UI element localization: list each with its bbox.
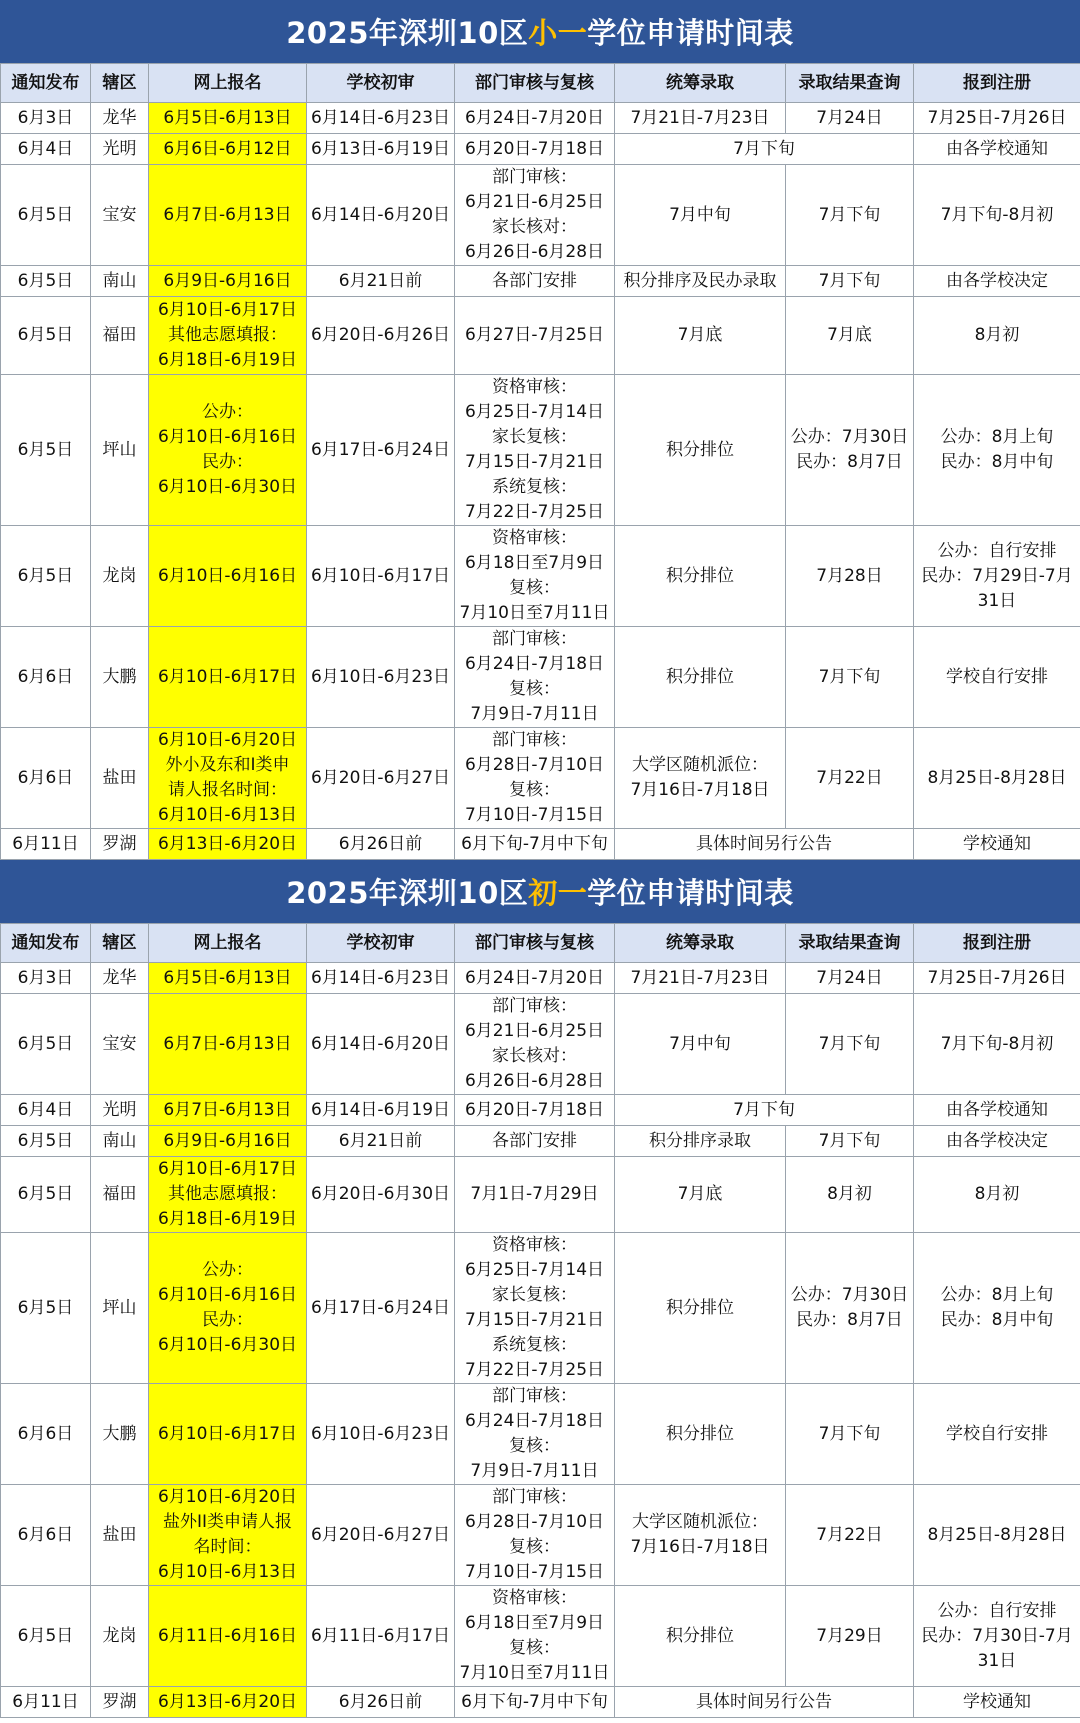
table-cell: 6月10日-6月20日 盐外II类申请人报 名时间： 6月10日-6月13日: [149, 1485, 307, 1586]
table-cell: 7月底: [615, 1157, 786, 1233]
table-cell: 7月29日: [786, 1586, 914, 1687]
table-cell: 南山: [91, 1126, 149, 1157]
table-cell: 8月初: [914, 297, 1080, 375]
col-header-registration: 报到注册: [914, 924, 1080, 963]
table-cell: 6月26日前: [307, 829, 455, 860]
table-cell: 部门审核： 6月21日-6月25日 家长核对： 6月26日-6月28日: [455, 994, 615, 1095]
table-cell: 7月中旬: [615, 994, 786, 1095]
col-header-online-signup: 网上报名: [149, 64, 307, 103]
table-cell: 6月20日-6月27日: [307, 1485, 455, 1586]
table-cell: 光明: [91, 134, 149, 165]
table-cell: 6月7日-6月13日: [149, 1095, 307, 1126]
table-cell: 由各学校决定: [914, 1126, 1080, 1157]
table-cell: 7月下旬: [786, 165, 914, 266]
table-cell: 6月14日-6月20日: [307, 165, 455, 266]
col-header-dept-review: 部门审核与复核: [455, 924, 615, 963]
table-cell: 6月6日: [1, 1485, 91, 1586]
table-cell: 7月28日: [786, 526, 914, 627]
table-cell: 6月14日-6月19日: [307, 1095, 455, 1126]
table-cell: 6月20日-7月18日: [455, 134, 615, 165]
table-cell: 7月21日-7月23日: [615, 963, 786, 994]
col-header-admission: 统筹录取: [615, 64, 786, 103]
table-row: [1, 1485, 1080, 1586]
table-cell: 南山: [91, 266, 149, 297]
col-header-notice: 通知发布: [1, 924, 91, 963]
table-cell: 资格审核： 6月25日-7月14日 家长复核： 7月15日-7月21日 系统复核： 7月22日-7月25日: [455, 375, 615, 526]
table-cell: 大鹏: [91, 1384, 149, 1485]
table-cell: 6月14日-6月20日: [307, 994, 455, 1095]
table-cell: 部门审核： 6月21日-6月25日 家长核对： 6月26日-6月28日: [455, 165, 615, 266]
table-cell: 学校自行安排: [914, 1384, 1080, 1485]
secondary-schedule-table: [0, 923, 1080, 1718]
table-cell: 部门审核： 6月28日-7月10日 复核： 7月10日-7月15日: [455, 1485, 615, 1586]
secondary-schedule-section: [0, 860, 1080, 1718]
table-cell: 7月底: [615, 297, 786, 375]
table-cell: 8月初: [914, 1157, 1080, 1233]
table-cell: 由各学校通知: [914, 134, 1080, 165]
table-cell: 6月21日前: [307, 1126, 455, 1157]
table-cell: 6月10日-6月17日 其他志愿填报： 6月18日-6月19日: [149, 297, 307, 375]
table-cell: 6月27日-7月25日: [455, 297, 615, 375]
table-cell: 6月10日-6月20日 外小及东和I类申 请人报名时间： 6月10日-6月13日: [149, 728, 307, 829]
table-cell: 6月24日-7月20日: [455, 963, 615, 994]
table-cell: 公办：8月上旬 民办：8月中旬: [914, 1233, 1080, 1384]
table-cell: 学校自行安排: [914, 627, 1080, 728]
table-cell: 各部门安排: [455, 266, 615, 297]
table-row: [1, 297, 1080, 375]
table-cell: 宝安: [91, 165, 149, 266]
table-cell: 6月4日: [1, 1095, 91, 1126]
table-cell: 7月底: [786, 297, 914, 375]
table-cell: 资格审核： 6月18日至7月9日 复核： 7月10日至7月11日: [455, 526, 615, 627]
table-row: [1, 1687, 1080, 1718]
table-cell: 6月21日前: [307, 266, 455, 297]
table-cell: 6月10日-6月17日: [149, 627, 307, 728]
table-cell: 6月10日-6月17日 其他志愿填报： 6月18日-6月19日: [149, 1157, 307, 1233]
table-row: [1, 1233, 1080, 1384]
table-cell: 6月5日: [1, 297, 91, 375]
table-cell: 积分排位: [615, 1586, 786, 1687]
table-cell: 宝安: [91, 994, 149, 1095]
table-cell: 资格审核： 6月25日-7月14日 家长复核： 7月15日-7月21日 系统复核： 7月22日-7月25日: [455, 1233, 615, 1384]
table-cell: 6月9日-6月16日: [149, 1126, 307, 1157]
table-cell: 公办：自行安排 民办：7月30日-7月 31日: [914, 1586, 1080, 1687]
table-cell: 7月24日: [786, 963, 914, 994]
col-header-result-query: 录取结果查询: [786, 64, 914, 103]
table-cell: 6月6日-6月12日: [149, 134, 307, 165]
table-cell: 6月7日-6月13日: [149, 994, 307, 1095]
col-header-dept-review: 部门审核与复核: [455, 64, 615, 103]
table-cell: 8月25日-8月28日: [914, 728, 1080, 829]
table-row: [1, 728, 1080, 829]
col-header-notice: 通知发布: [1, 64, 91, 103]
table-cell: 6月20日-6月26日: [307, 297, 455, 375]
col-header-online-signup: 网上报名: [149, 924, 307, 963]
table-cell: 6月7日-6月13日: [149, 165, 307, 266]
table-cell: 6月5日: [1, 1157, 91, 1233]
table-cell: 6月10日-6月16日: [149, 526, 307, 627]
table-row: [1, 1095, 1080, 1126]
table-cell: 由各学校决定: [914, 266, 1080, 297]
table-cell: 盐田: [91, 1485, 149, 1586]
table-cell: 大鹏: [91, 627, 149, 728]
table-cell: 光明: [91, 1095, 149, 1126]
table-cell: 公办：7月30日 民办：8月7日: [786, 375, 914, 526]
header-row: [1, 64, 1080, 103]
table-cell: 6月14日-6月23日: [307, 963, 455, 994]
table-cell: 6月10日-6月17日: [149, 1384, 307, 1485]
primary-schedule-section: [0, 0, 1080, 860]
table-cell: 7月下旬: [786, 266, 914, 297]
table-cell: 7月22日: [786, 728, 914, 829]
table-cell: 龙岗: [91, 526, 149, 627]
table-cell: 6月5日-6月13日: [149, 103, 307, 134]
table-cell: 福田: [91, 297, 149, 375]
table-cell: 7月下旬: [615, 134, 914, 165]
table-cell: 6月13日-6月19日: [307, 134, 455, 165]
col-header-school-review: 学校初审: [307, 64, 455, 103]
table-row: [1, 134, 1080, 165]
table-cell: 6月11日-6月16日: [149, 1586, 307, 1687]
col-header-district: 辖区: [91, 64, 149, 103]
col-header-result-query: 录取结果查询: [786, 924, 914, 963]
table-cell: 7月下旬: [786, 627, 914, 728]
table-cell: 7月1日-7月29日: [455, 1157, 615, 1233]
table-cell: 7月下旬: [786, 1384, 914, 1485]
table-row: [1, 994, 1080, 1095]
table-cell: 坪山: [91, 375, 149, 526]
table-cell: 6月5日: [1, 1126, 91, 1157]
col-header-district: 辖区: [91, 924, 149, 963]
table-cell: 公办： 6月10日-6月16日 民办： 6月10日-6月30日: [149, 375, 307, 526]
table-cell: 6月下旬-7月中下旬: [455, 829, 615, 860]
table-cell: 公办：8月上旬 民办：8月中旬: [914, 375, 1080, 526]
table-row: [1, 266, 1080, 297]
title-suffix: 学位申请时间表: [587, 876, 794, 910]
table-cell: 积分排位: [615, 526, 786, 627]
table-cell: 6月5日-6月13日: [149, 963, 307, 994]
title-suffix: 学位申请时间表: [587, 16, 794, 50]
table-row: [1, 829, 1080, 860]
table-cell: 6月6日: [1, 1384, 91, 1485]
title-prefix: 2025年深圳10区: [286, 16, 529, 50]
table-cell: 6月13日-6月20日: [149, 1687, 307, 1718]
table-cell: 6月10日-6月23日: [307, 1384, 455, 1485]
table-cell: 6月14日-6月23日: [307, 103, 455, 134]
table-cell: 罗湖: [91, 1687, 149, 1718]
table-cell: 积分排序录取: [615, 1126, 786, 1157]
table-cell: 6月20日-6月27日: [307, 728, 455, 829]
primary-table-title: [0, 0, 1080, 63]
title-highlight: 小一: [528, 16, 588, 50]
table-cell: 6月13日-6月20日: [149, 829, 307, 860]
col-header-school-review: 学校初审: [307, 924, 455, 963]
table-cell: 6月10日-6月17日: [307, 526, 455, 627]
table-cell: 7月中旬: [615, 165, 786, 266]
table-cell: 6月5日: [1, 994, 91, 1095]
secondary-table-title: [0, 860, 1080, 923]
table-cell: 6月17日-6月24日: [307, 1233, 455, 1384]
table-cell: 7月25日-7月26日: [914, 963, 1080, 994]
table-cell: 6月11日: [1, 1687, 91, 1718]
table-row: [1, 627, 1080, 728]
table-cell: 6月3日: [1, 963, 91, 994]
table-cell: 部门审核： 6月28日-7月10日 复核： 7月10日-7月15日: [455, 728, 615, 829]
table-cell: 7月下旬-8月初: [914, 994, 1080, 1095]
table-cell: 6月11日-6月17日: [307, 1586, 455, 1687]
table-cell: 6月20日-6月30日: [307, 1157, 455, 1233]
table-cell: 6月9日-6月16日: [149, 266, 307, 297]
table-cell: 7月22日: [786, 1485, 914, 1586]
header-row: [1, 924, 1080, 963]
col-header-admission: 统筹录取: [615, 924, 786, 963]
table-row: [1, 1126, 1080, 1157]
table-cell: 学校通知: [914, 829, 1080, 860]
table-cell: 6月20日-7月18日: [455, 1095, 615, 1126]
primary-schedule-table: [0, 63, 1080, 860]
table-cell: 6月6日: [1, 627, 91, 728]
table-cell: 7月下旬: [615, 1095, 914, 1126]
table-cell: 6月6日: [1, 728, 91, 829]
table-cell: 龙岗: [91, 1586, 149, 1687]
table-row: [1, 526, 1080, 627]
table-cell: 积分排序及民办录取: [615, 266, 786, 297]
table-cell: 积分排位: [615, 375, 786, 526]
table-cell: 6月5日: [1, 1586, 91, 1687]
table-cell: 6月17日-6月24日: [307, 375, 455, 526]
table-cell: 资格审核： 6月18日至7月9日 复核： 7月10日至7月11日: [455, 1586, 615, 1687]
table-cell: 积分排位: [615, 1233, 786, 1384]
table-cell: 龙华: [91, 963, 149, 994]
table-cell: 8月25日-8月28日: [914, 1485, 1080, 1586]
table-cell: 学校通知: [914, 1687, 1080, 1718]
table-row: [1, 103, 1080, 134]
table-cell: 6月5日: [1, 526, 91, 627]
table-cell: 7月21日-7月23日: [615, 103, 786, 134]
col-header-registration: 报到注册: [914, 64, 1080, 103]
table-row: [1, 165, 1080, 266]
table-cell: 福田: [91, 1157, 149, 1233]
table-cell: 6月10日-6月23日: [307, 627, 455, 728]
table-cell: 6月26日前: [307, 1687, 455, 1718]
table-cell: 6月24日-7月20日: [455, 103, 615, 134]
table-cell: 7月下旬-8月初: [914, 165, 1080, 266]
table-cell: 大学区随机派位： 7月16日-7月18日: [615, 728, 786, 829]
table-cell: 公办：自行安排 民办：7月29日-7月 31日: [914, 526, 1080, 627]
table-cell: 6月3日: [1, 103, 91, 134]
table-cell: 大学区随机派位： 7月16日-7月18日: [615, 1485, 786, 1586]
table-row: [1, 1586, 1080, 1687]
table-cell: 各部门安排: [455, 1126, 615, 1157]
table-cell: 罗湖: [91, 829, 149, 860]
table-cell: 部门审核： 6月24日-7月18日 复核： 7月9日-7月11日: [455, 1384, 615, 1485]
table-cell: 公办： 6月10日-6月16日 民办： 6月10日-6月30日: [149, 1233, 307, 1384]
table-row: [1, 1157, 1080, 1233]
table-cell: 6月5日: [1, 375, 91, 526]
table-cell: 6月下旬-7月中下旬: [455, 1687, 615, 1718]
table-cell: 7月下旬: [786, 994, 914, 1095]
title-highlight: 初一: [528, 876, 588, 910]
table-cell: 7月下旬: [786, 1126, 914, 1157]
table-cell: 6月11日: [1, 829, 91, 860]
table-cell: 8月初: [786, 1157, 914, 1233]
table-cell: 由各学校通知: [914, 1095, 1080, 1126]
table-cell: 坪山: [91, 1233, 149, 1384]
table-row: [1, 1384, 1080, 1485]
table-cell: 6月5日: [1, 266, 91, 297]
table-row: [1, 963, 1080, 994]
table-cell: 积分排位: [615, 1384, 786, 1485]
table-cell: 龙华: [91, 103, 149, 134]
table-cell: 公办：7月30日 民办：8月7日: [786, 1233, 914, 1384]
table-cell: 盐田: [91, 728, 149, 829]
table-cell: 6月4日: [1, 134, 91, 165]
table-cell: 积分排位: [615, 627, 786, 728]
table-cell: 7月24日: [786, 103, 914, 134]
table-cell: 部门审核： 6月24日-7月18日 复核： 7月9日-7月11日: [455, 627, 615, 728]
table-cell: 具体时间另行公告: [615, 1687, 914, 1718]
table-cell: 6月5日: [1, 1233, 91, 1384]
table-cell: 具体时间另行公告: [615, 829, 914, 860]
table-cell: 6月5日: [1, 165, 91, 266]
title-prefix: 2025年深圳10区: [286, 876, 529, 910]
table-cell: 7月25日-7月26日: [914, 103, 1080, 134]
table-row: [1, 375, 1080, 526]
